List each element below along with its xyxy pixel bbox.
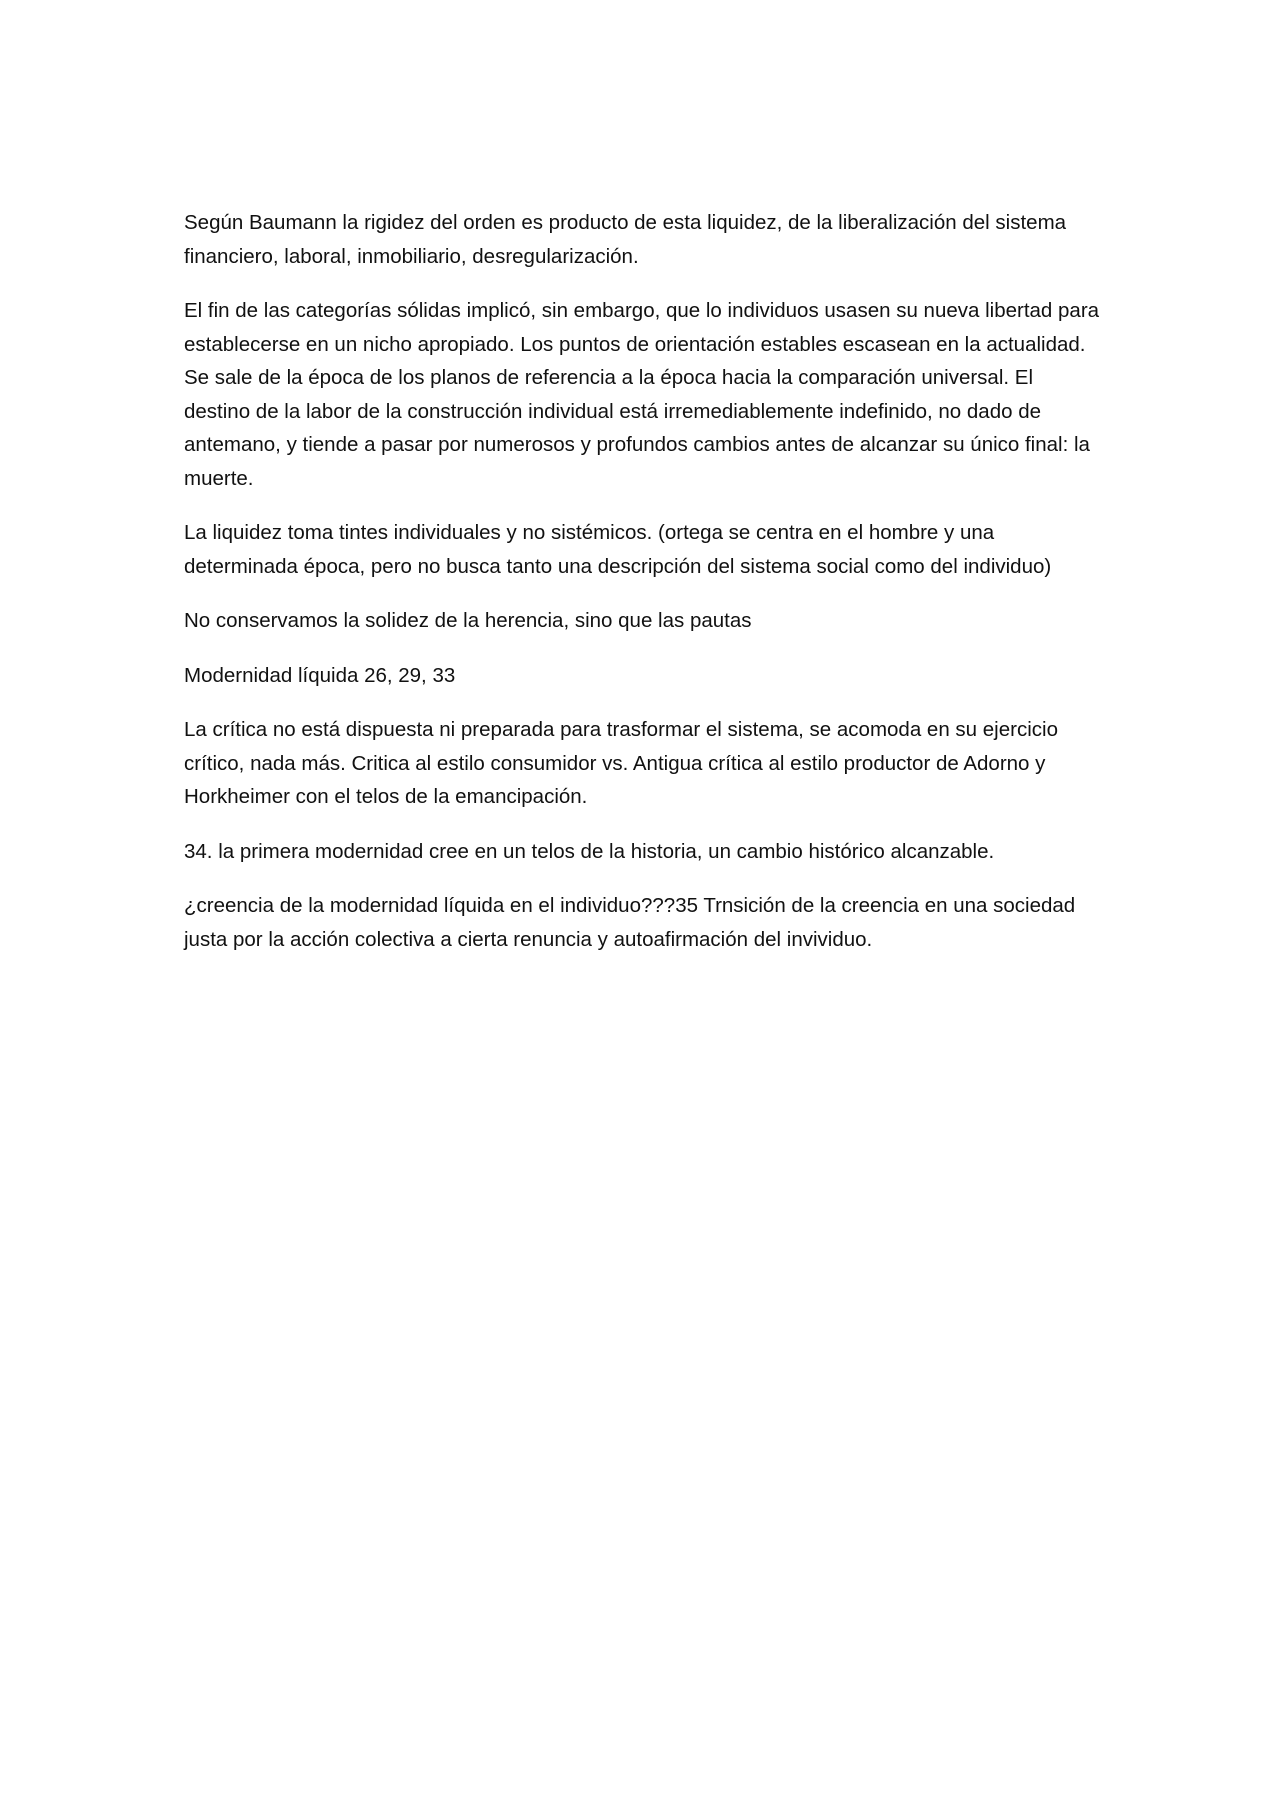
paragraph-4: No conservamos la solidez de la herencia, sino que las pautas	[184, 609, 752, 632]
paragraph-7: 34. la primera modernidad cree en un telos de la historia, un cambio histórico alcanzable.	[184, 839, 995, 863]
document-body	[184, 206, 1104, 977]
paragraph-2: El fin de las categorías sólidas implicó, sin embargo, que lo individuos usasen su nueva libertad para establecerse en un nicho apropiado. Los puntos de orientación estables escasean en la actualidad. Se sale de la época de los planos de referencia a la época hacia la comparación universal. El destino de la labor de la construcción individual está irremediablemente indefinido, no dado de antemano, y tiende a pasar por numerosos y profundos cambios antes de alcanzar su único final: la muerte.	[184, 299, 1100, 490]
paragraph-6: La crítica no está dispuesta ni preparada para trasformar el sistema, se acomoda en su ejercicio crítico, nada más. Critica al estilo consumidor vs. Antigua crítica al estilo productor de Adorno y Horkheimer con el telos de la emancipación.	[184, 718, 1058, 808]
paragraph-1: Según Baumann la rigidez del orden es producto de esta liquidez, de la liberalización del sistema financiero, laboral, inmobiliario, desregularización.	[184, 211, 1067, 268]
paragraph-5: Modernidad líquida 26, 29, 33	[184, 663, 456, 687]
paragraph-3: La liquidez toma tintes individuales y no sistémicos. (ortega se centra en el hombre y una determinada época, pero no busca tanto una descripción del sistema social como del individuo)	[184, 521, 1052, 578]
paragraph-8: ¿creencia de la modernidad líquida en el individuo???35 Trnsición de la creencia en una sociedad justa por la acción colectiva a cierta renuncia y autoafirmación del invividuo.	[184, 894, 1076, 951]
